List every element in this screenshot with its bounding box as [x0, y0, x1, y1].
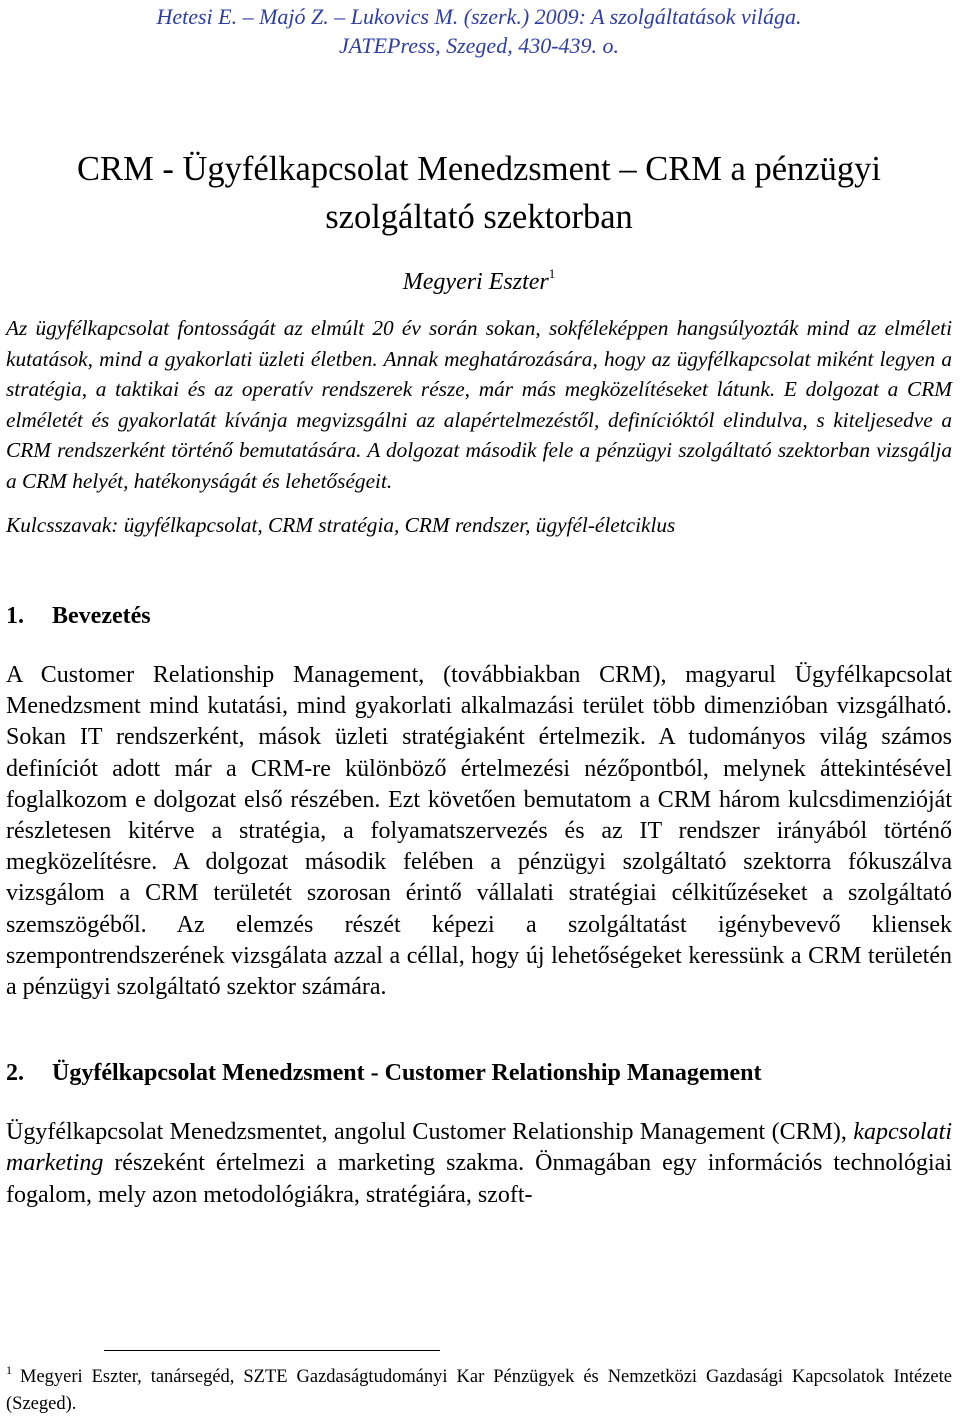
section-1-title: Bevezetés: [52, 603, 151, 629]
paper-title: [6, 145, 952, 241]
footnote-text: Megyeri Eszter, tanársegéd, SZTE Gazdaságtudományi Kar Pénzügyek és Nemzetközi Gazdasági Kapcsolatok Intézete (Szeged).: [6, 1367, 952, 1414]
footnote: [6, 1357, 952, 1418]
section-1-paragraph: A Customer Relationship Management, (továbbiakban CRM), magyarul Ügyfélkapcsolat Menedzsment mind kutatási, mind gyakorlati alkalmazási terület több dimenzióban vizsgálható. Sokan IT rendszerként, mások üzleti stratégiaként értelmezik. A tudományos világ számos definíciót adott már a CRM-re különböző értelmezési nézőpontból, melynek áttekintésével foglalkozom e dolgozat első részében. Ezt követően bemutatom a CRM három kulcsdimenzióját részletesen kitérve a stratégia, a folyamatszervezés és az IT rendszer irányából történő megközelítésre. A dolgozat második felében a pénzügyi szolgáltató szektorra fókuszálva vizsgálom a CRM területét szorosan érintő vállalati stratégiai célkitűzéseket a szolgáltató szemszögéből. Az elemzés részét képezi a szolgáltatást igénybevevő kliensek szempontrendszerének vizsgálata azzal a céllal, hogy új lehetőségeket keressünk a CRM területén a pénzügyi szolgáltató szektor számára.: [6, 662, 952, 1001]
author: [6, 258, 952, 298]
running-header: [6, 2, 952, 60]
keywords: Kulcsszavak: ügyfélkapcsolat, CRM stratégia, CRM rendszer, ügyfél-életciklus: [6, 513, 676, 537]
section-2-text-1: Ügyfélkapcsolat Menedzsmentet, angolul Customer Relationship Management (CRM),: [6, 1119, 854, 1146]
section-1-number: 1.: [6, 603, 24, 629]
footnote-mark: 1: [6, 1363, 12, 1377]
section-2-italic-term: kapcsolati marketing: [6, 1119, 952, 1177]
paper-page: [6, 0, 952, 1211]
section-2-number: 2.: [6, 1060, 24, 1087]
header-line-1: Hetesi E. – Majó Z. – Lukovics M. (szerk.) 2009: A szolgáltatások világa.: [156, 4, 802, 29]
header-line-2: JATEPress, Szeged, 430-439. o.: [338, 33, 620, 58]
section-2-paragraph: [6, 1117, 952, 1211]
title-line-2: szolgáltató szektorban: [325, 198, 633, 236]
title-line-1: CRM - Ügyfélkapcsolat Menedzsment – CRM a pénzügyi: [77, 150, 881, 188]
section-1-heading: [6, 600, 952, 632]
abstract: Az ügyfélkapcsolat fontosságát az elmúlt 20 év során sokan, sokféleképpen hangsúlyozták mind az elméleti kutatások, mind a gyakorlati üzleti életben. Annak meghatározására, hogy az ügyfélkapcsolat miként legyen a stratégia, a taktikai és az operatív rendszerek része, már más megközelítéseket látunk. E dolgozat a CRM elméletét és gyakorlatát kívánja megvizsgálni az alapértelmezéstől, definícióktól elindulva, s kiteljesedve a CRM rendszerként történő bemutatására. A dolgozat második fele a pénzügyi szolgáltató szektorban vizsgálja a CRM helyét, hatékonyságát és lehetőségeit.: [6, 316, 952, 493]
section-2-title: Ügyfélkapcsolat Menedzsment - Customer Relationship Management: [52, 1060, 762, 1087]
author-footnote-mark: 1: [548, 266, 556, 281]
section-2-heading: [6, 1057, 952, 1089]
author-name: Megyeri Eszter: [402, 269, 549, 295]
section-2-text-2: részeként értelmezi a marketing szakma. Önmagában egy információs technológiai fogalom, mely azon metodológiákra, stratégiára, szoft-: [6, 1150, 952, 1208]
footnote-separator: [104, 1350, 440, 1351]
